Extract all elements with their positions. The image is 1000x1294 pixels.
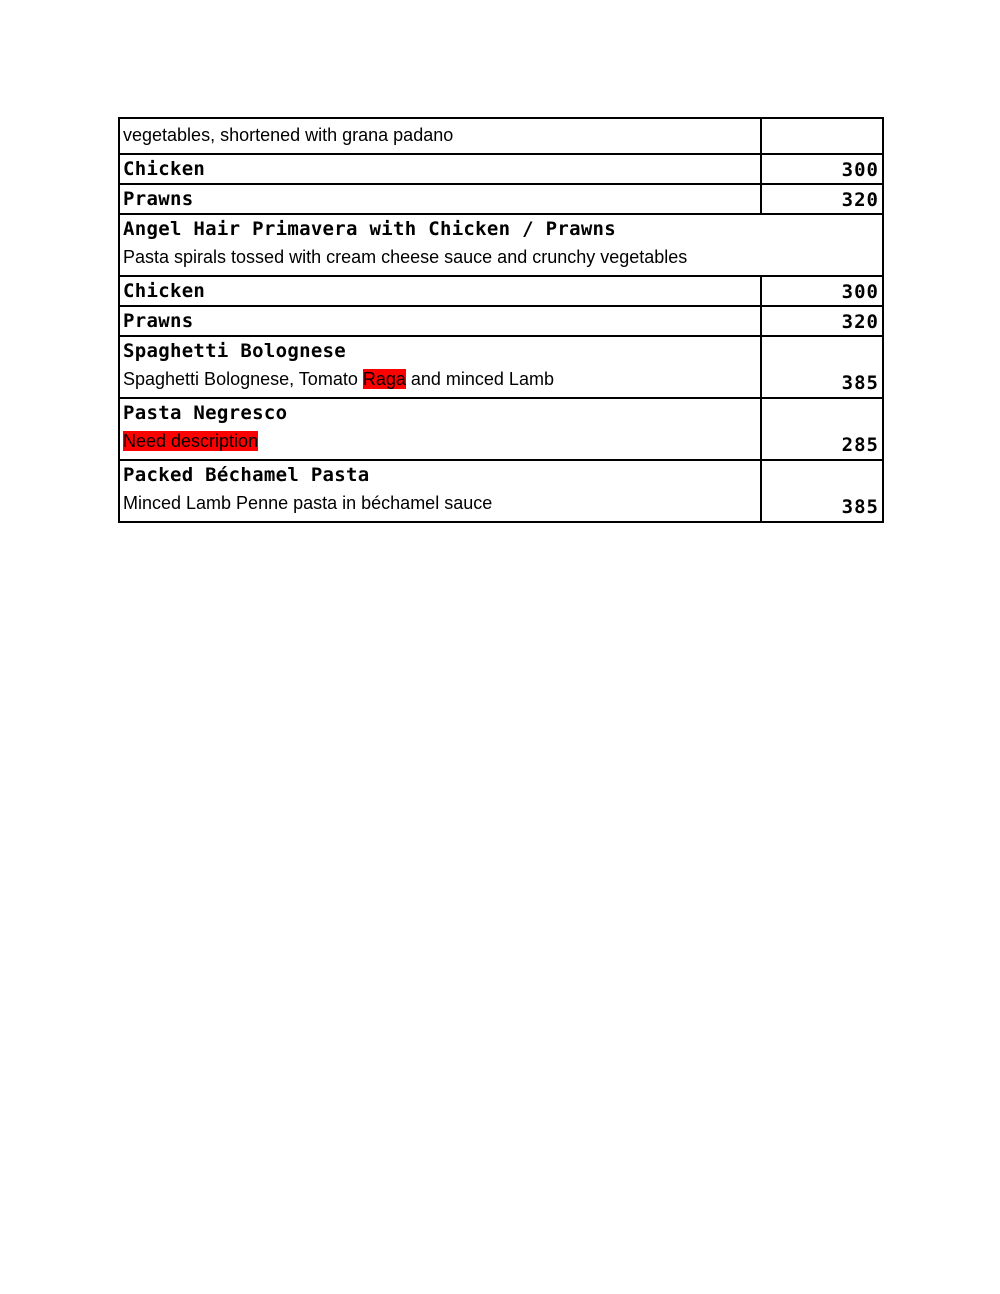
item-name: Pasta Negresco	[123, 402, 288, 424]
price-cell	[760, 337, 882, 397]
item-name: Packed Béchamel Pasta	[123, 464, 370, 486]
item-description: Pasta spirals tossed with cream cheese sauce and crunchy vegetables	[123, 247, 688, 267]
description-text: Spaghetti Bolognese, Tomato	[123, 369, 363, 389]
item-price: 320	[841, 311, 879, 333]
item-cell	[120, 155, 760, 183]
item-cell	[120, 277, 760, 305]
item-name: Spaghetti Bolognese	[123, 340, 347, 362]
menu-row	[120, 153, 882, 183]
item-price: 320	[841, 189, 879, 211]
item-cell	[120, 119, 760, 153]
menu-row	[120, 213, 882, 275]
item-name: Prawns	[123, 310, 194, 332]
item-cell	[120, 399, 760, 459]
item-description: Minced Lamb Penne pasta in béchamel sauce	[123, 493, 493, 513]
menu-row	[120, 335, 882, 397]
price-cell	[760, 155, 882, 183]
item-cell	[120, 337, 760, 397]
item-description: vegetables, shortened with grana padano	[123, 125, 454, 145]
price-cell	[760, 461, 882, 521]
highlighted-text: Raga	[362, 369, 406, 389]
menu-row	[120, 305, 882, 335]
price-cell	[760, 277, 882, 305]
item-cell	[120, 307, 760, 335]
item-name: Chicken	[123, 158, 206, 180]
item-cell	[120, 461, 760, 521]
price-cell	[760, 399, 882, 459]
highlighted-text: Need description	[123, 431, 259, 451]
item-price: 385	[841, 372, 879, 394]
menu-row	[120, 183, 882, 213]
price-cell	[760, 307, 882, 335]
menu-table	[118, 117, 884, 523]
item-price: 285	[841, 434, 879, 456]
menu-row	[120, 119, 882, 153]
menu-row	[120, 275, 882, 305]
item-name: Prawns	[123, 188, 194, 210]
item-cell	[120, 215, 882, 275]
price-cell	[760, 119, 882, 153]
item-price: 300	[841, 281, 879, 303]
item-cell	[120, 185, 760, 213]
item-description	[123, 365, 757, 393]
menu-row	[120, 397, 882, 459]
item-description	[123, 427, 757, 455]
item-price: 385	[841, 496, 879, 518]
item-name: Angel Hair Primavera with Chicken / Prawns	[123, 218, 617, 240]
menu-row	[120, 459, 882, 521]
description-text: and minced Lamb	[405, 369, 554, 389]
item-name: Chicken	[123, 280, 206, 302]
item-price: 300	[841, 159, 879, 181]
price-cell	[760, 185, 882, 213]
